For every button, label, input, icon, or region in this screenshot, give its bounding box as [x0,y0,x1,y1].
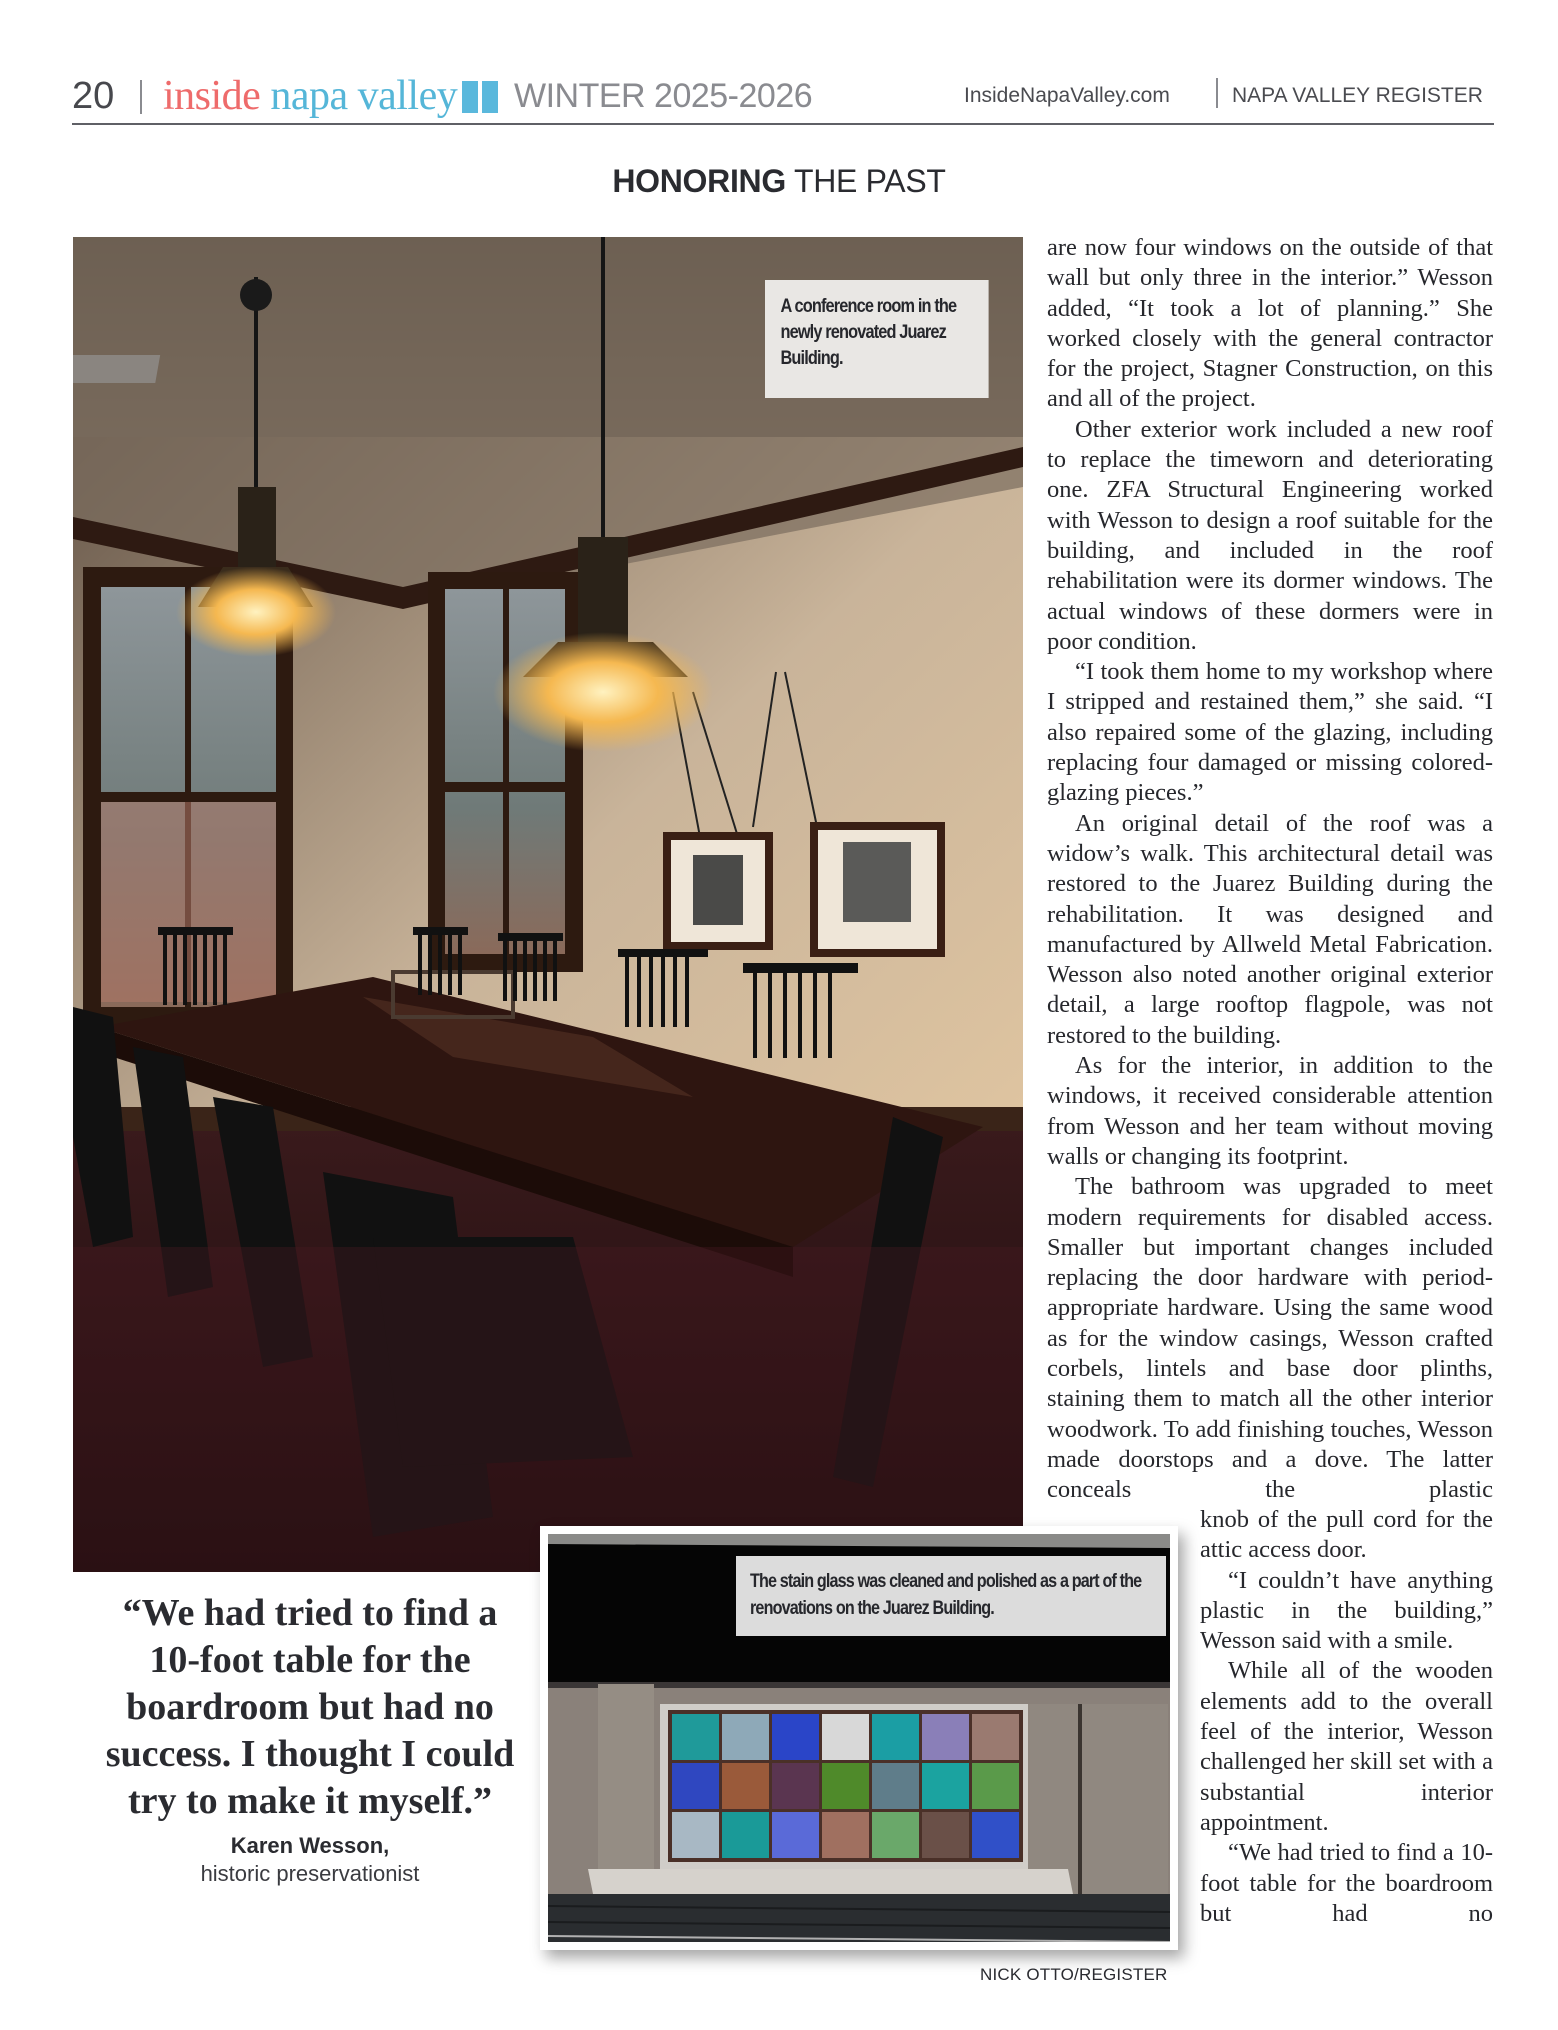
article-column [1047,233,1493,1505]
glass-pane [822,1763,869,1809]
photo-credit: NICK OTTO/REGISTER [980,1965,1168,1984]
article-paragraph: While all of the wooden elements add to the overall feel of the interior, Wesson challenged her skill set with a substantial interior appointment. [1200,1657,1493,1836]
conference-room-photo [73,237,1023,1572]
header-divider [1216,78,1218,108]
logo-inside: inside [163,73,261,119]
stained-glass-photo-frame [540,1526,1178,1950]
site-url[interactable]: InsideNapaValley.com [964,84,1170,107]
glass-pane-grid [668,1710,1023,1862]
section-title [0,163,1558,200]
inset-photo-caption-text: The stain glass was cleaned and polished as a part of the renovations on the Juarez Building. [750,1571,1142,1619]
article-paragraph: knob of the pull cord for the attic access door. [1200,1506,1493,1564]
glass-pane [972,1763,1019,1809]
page-header [72,72,1494,124]
glass-pane [872,1763,919,1809]
main-photo-caption: A conference room in the newly renovated Juarez Building. [765,280,989,398]
article-paragraph: “I took them home to my workshop where I stripped and restained them,” she said. “I also repaired some of the glazing, including replacing four damaged or missing colored-glazing pieces.” [1047,658,1493,807]
glass-pane [772,1714,819,1760]
article-paragraph: are now four windows on the outside of that wall but only three in the interior.” Wesson added, “It took a lot of planning.” She worked closely with the general contractor for the project, Stagner Construction, on this and all of the project. [1047,234,1493,413]
glass-pane [772,1763,819,1809]
publication-name: NAPA VALLEY REGISTER [1232,84,1483,107]
glass-pane [922,1763,969,1809]
section-title-bold: HONORING [612,163,786,199]
article-column-narrow [1200,1505,1493,1929]
glass-pane [872,1812,919,1858]
glass-pane [872,1714,919,1760]
glass-pane [822,1714,869,1760]
logo-bars-icon [462,81,498,113]
article-paragraph: An original detail of the roof was a widow’s walk. This architectural detail was restored to the Juarez Building during the rehabilitation. It was designed and manufactured by Allweld Metal Fabrication. Wesson also noted another original exterior detail, a large rooftop flagpole, was not restored to the building. [1047,809,1493,1049]
header-divider [140,80,142,114]
article-paragraph: Other exterior work included a new roof to replace the timeworn and deteriorating one. ZFA Structural Engineering worked with Wesson to design a roof suitable for the building, and included in the roof rehabilitation were its dormer windows. The actual windows of these dormers were in poor condition. [1047,415,1493,655]
article-paragraph: As for the interior, in addition to the windows, it received considerable attention from Wesson and her team without moving walls or changing its footprint. [1047,1052,1493,1170]
glass-pane [972,1714,1019,1760]
glass-pane [972,1812,1019,1858]
inset-photo-caption [736,1556,1166,1636]
glass-pane [722,1812,769,1858]
stained-glass-photo [548,1534,1170,1942]
glass-pane [922,1812,969,1858]
section-title-regular: THE PAST [785,163,946,199]
article-paragraph: “We had tried to find a 10-foot table for the boardroom but had no [1200,1839,1493,1927]
glass-pane [822,1812,869,1858]
glass-pane [672,1812,719,1858]
glass-pane [922,1714,969,1760]
header-rule [72,123,1494,125]
glass-pane [672,1763,719,1809]
glass-pane [722,1763,769,1809]
glass-pane [722,1714,769,1760]
article-paragraph: The bathroom was upgraded to meet modern requirements for disabled access. Smaller but important changes included replacing the door hardware with period-appropriate hardware. Using the same wood as for the window casings, Wesson crafted corbels, lintels and base door plinths, staining them to match all the other interior woodwork. To add finishing touches, Wesson made doorstops and a dove. The latter conceals the plastic [1047,1173,1493,1504]
glass-pane [772,1812,819,1858]
pull-quote-role: historic preservationist [200,1861,420,1886]
pull-quote [100,1590,520,1887]
magazine-logo [163,70,457,122]
logo-napa-valley: napa valley [270,73,458,119]
glass-pane [672,1714,719,1760]
conference-room-illustration [73,237,1023,1572]
issue-label: WINTER 2025-2026 [514,77,813,115]
page-number: 20 [72,75,115,117]
pull-quote-text: “We had tried to find a 10-foot table for the boardroom but had no success. I thought I could try to make it myself.” [105,1592,515,1822]
article-paragraph: “I couldn’t have anything plastic in the building,” Wesson said with a smile. [1200,1566,1493,1655]
pull-quote-name: Karen Wesson, [230,1833,390,1858]
